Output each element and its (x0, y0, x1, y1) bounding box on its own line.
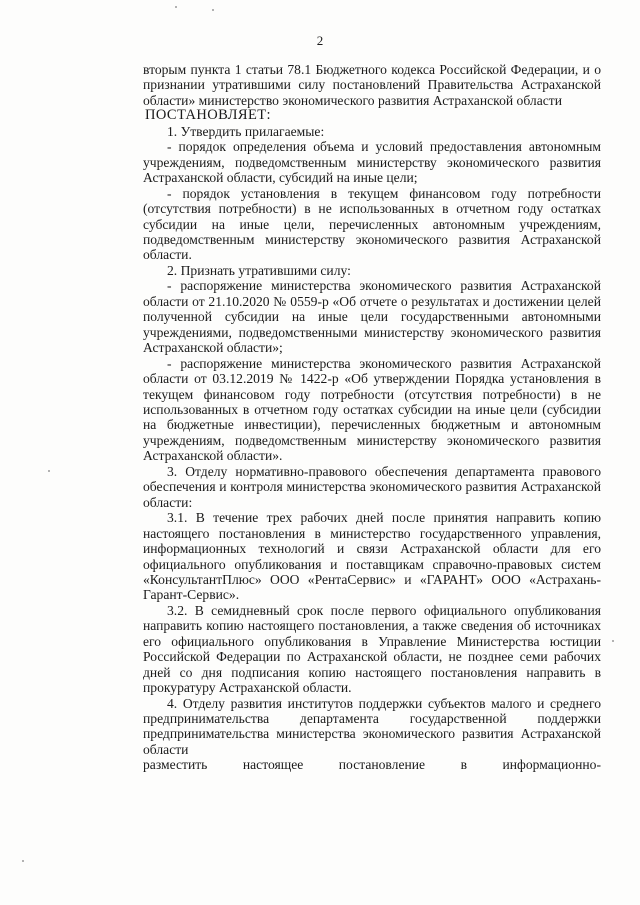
item-4: 4. Отделу развития институтов поддержки субъектов малого и среднего предпринимательства департамента государственной поддержки предпринимательства министерства экономического развития Астраханской области (143, 695, 601, 757)
last-line-word: информационно- (502, 757, 601, 773)
intro-paragraph: вторым пункта 1 статьи 78.1 Бюджетного кодекса Российской Федерации, и о признании утратившими силу постановлений Правительства Астраханской области» министерство экономического развития Астраханской области (143, 62, 601, 108)
item-4-last-line (143, 757, 601, 772)
scan-speck (212, 9, 214, 11)
document-body (143, 62, 601, 773)
last-line-word: в (460, 757, 467, 773)
item-3: 3. Отделу нормативно-правового обеспечения департамента правового обеспечения и контроля министерства экономического развития Астраханской области: (143, 463, 601, 510)
resolution-heading: ПОСТАНОВЛЯЕТ: (145, 107, 271, 124)
item-1-approve-order-volume: - порядок определения объема и условий предоставления автономным учреждениям, подведомственным министерству экономического развития Астраханской области, субсидий на иные цели; (143, 139, 601, 186)
item-3-2: 3.2. В семидневный срок после первого официального опубликования направить копию настоящего постановления, а также сведения об источниках его официального опубликования в Управление Министерства юстиции Российской Федерации по Астраханской области, не позднее семи рабочих дней со дня подписания копию настоящего постановления направить в прокуратуру Астраханской области. (143, 602, 601, 696)
last-line-word: разместить (143, 757, 208, 773)
scan-speck (175, 6, 177, 8)
scan-speck (612, 640, 614, 642)
item-2-repeal-1422: - распоряжение министерства экономического развития Астраханской области от 03.12.2019 № 1422-р «Об утверждении Порядка установления в текущем финансовом году потребности (отсутствия потребности) в не использованных в отчетном году остатках субсидии на иные цели (субсидии на бюджетные инвестиции), перечисленных бюджетным и автономным учреждениям, подведомственным министерству экономического развития Астраханской области». (143, 355, 601, 464)
last-line-word: постановление (338, 757, 426, 773)
page-number: 2 (316, 33, 324, 48)
item-1: 1. Утвердить прилагаемые: (167, 123, 325, 139)
last-line-word: настоящее (242, 757, 304, 773)
scan-speck (48, 470, 50, 472)
scan-speck (22, 860, 24, 862)
item-1-approve-order-need: - порядок установления в текущем финансовом году потребности (отсутствия потребности) в не использованных в отчетном году остатках субсидии на иные цели, перечисленных автономным учреждениям, подведомственным министерству экономического развития Астраханской области. (143, 185, 601, 263)
item-2: 2. Признать утратившими силу: (167, 262, 351, 278)
item-3-1: 3.1. В течение трех рабочих дней после принятия направить копию настоящего постановления в министерство государственного управления, информационных технологий и связи Астраханской области для его официального опубликования и поставщикам справочно-правовых систем «КонсультантПлюс» ООО «РентаСервис» и «ГАРАНТ» ООО «Астрахань-Гарант-Сервис». (143, 510, 601, 603)
item-2-repeal-0559: - распоряжение министерства экономического развития Астраханской области от 21.10.2020 № 0559-р «Об отчете о результатах и достижении целей полученной субсидии на иные цели государственными автономными учреждениями, подведомственными министерству экономического развития Астраханской области»; (143, 278, 601, 356)
